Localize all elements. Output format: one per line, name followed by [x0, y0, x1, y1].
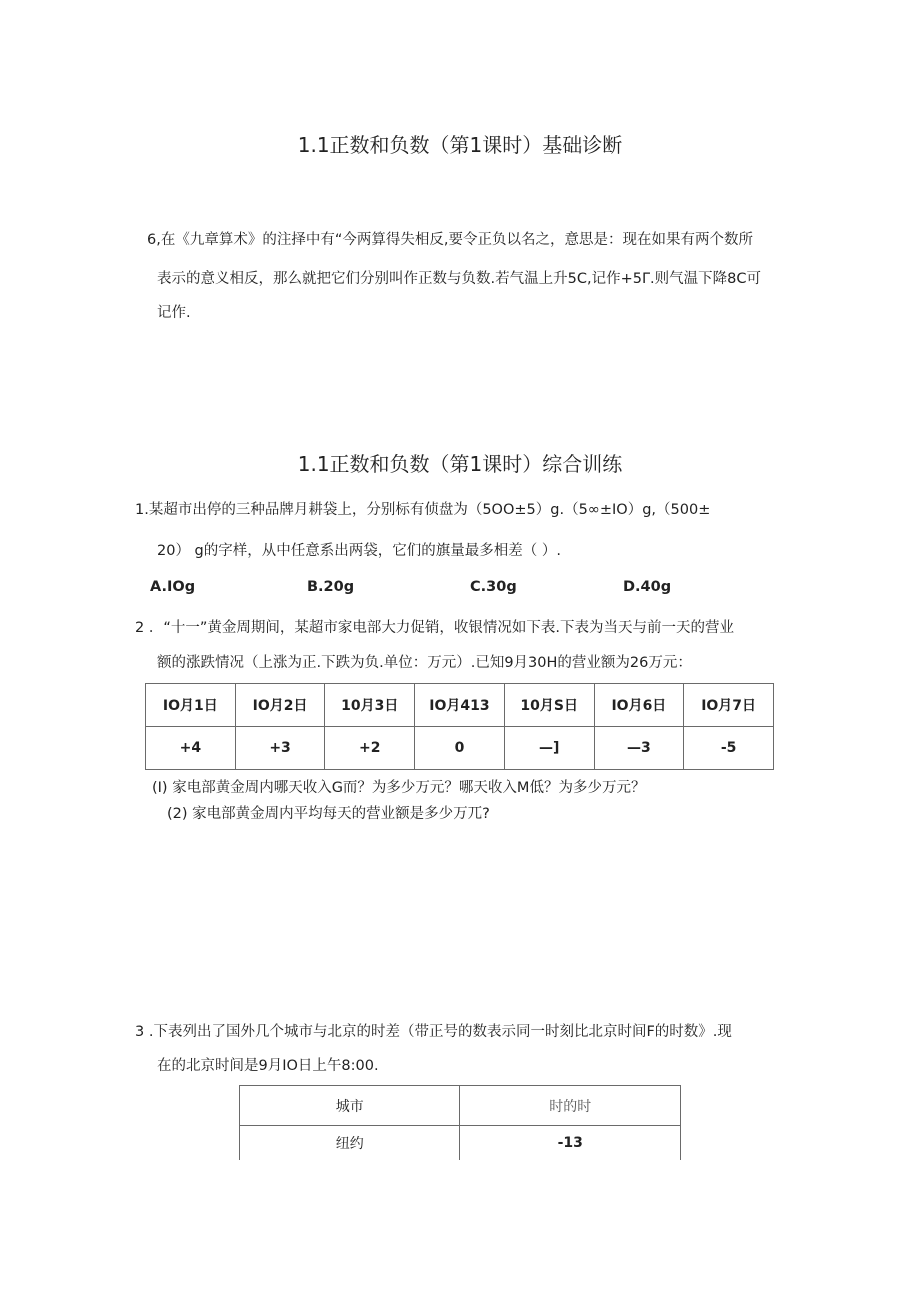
- q2-sub-question-2: (2) 家电部黄金周内平均每天的营业额是多少万兀?: [167, 806, 490, 822]
- q6-line-1: 6,在《九章算术》的注择中有“今两算得失相反,要令正负以名之，意思是：现在如果有两个数所: [147, 232, 753, 248]
- table-header-row: [146, 684, 774, 727]
- table-header-cell: 10月S日: [504, 684, 594, 727]
- table-row: [146, 727, 774, 770]
- time-difference-table: [239, 1085, 681, 1160]
- q2-line-1: 2 ．“十一”黄金周期间，某超市家电部大力促销，收银情况如下表.下表为当天与前一天的营业: [135, 620, 734, 636]
- table-cell: +3: [235, 727, 325, 770]
- table-header-cell: IO月1日: [146, 684, 236, 727]
- table-header-cell: 城市: [240, 1086, 460, 1126]
- table-cell: -5: [684, 727, 774, 770]
- q3-line-1: 3 .下表列出了国外几个城市与北京的时差（带正号的数表示同一时刻比北京时间F的时数》.现: [135, 1024, 732, 1040]
- q2-sub-question-1: (I) 家电部黄金周内哪天收入G而？为多少万元？哪天收入M低？为多少万元？: [152, 780, 646, 796]
- q6-line-2: 表示的意义相反，那么就把它们分别叫作正数与负数.若气温上升5C,记作+5Γ.则气温下降8C可: [157, 271, 761, 287]
- table-cell: +4: [146, 727, 236, 770]
- option-a: A.IOg: [150, 579, 196, 595]
- section-title-training: 1.1正数和负数（第1课时）综合训练: [297, 452, 623, 476]
- table-header-cell: 10月3日: [325, 684, 415, 727]
- table-row: [240, 1126, 681, 1161]
- table-header-cell: IO月2日: [235, 684, 325, 727]
- sales-change-table: [145, 683, 774, 770]
- table-cell: -13: [460, 1126, 681, 1161]
- option-c: C.30g: [470, 579, 517, 595]
- option-b: B.20g: [307, 579, 355, 595]
- q1-line-1: 1.某超市出停的三种品牌月耕袋上，分别标有侦盘为（5OO±5）g.（5∞±IO）g,（500±: [135, 502, 711, 518]
- table-header-cell: IO月6日: [594, 684, 684, 727]
- table-header-cell: 时的时: [460, 1086, 681, 1126]
- table-cell: +2: [325, 727, 415, 770]
- q6-line-3: 记作.: [157, 305, 191, 321]
- q1-line-2: 20） g的字样，从中任意系出两袋，它们的旗量最多相差（ ）.: [157, 543, 561, 559]
- table-header-cell: IO月7日: [684, 684, 774, 727]
- table-cell: 纽约: [240, 1126, 460, 1161]
- table-cell: —]: [504, 727, 594, 770]
- section-title-basic: 1.1正数和负数（第1课时）基础诊断: [297, 133, 623, 157]
- table-cell: —3: [594, 727, 684, 770]
- q2-line-2: 额的涨跌情况（上涨为正.下跌为负.单位：万元）.已知9月30H的营业额为26万元：: [157, 655, 692, 671]
- table-header-row: [240, 1086, 681, 1126]
- table-cell: 0: [415, 727, 505, 770]
- q3-line-2: 在的北京时间是9月IO日上午8:00.: [157, 1058, 379, 1074]
- option-d: D.40g: [623, 579, 672, 595]
- table-header-cell: IO月413: [415, 684, 505, 727]
